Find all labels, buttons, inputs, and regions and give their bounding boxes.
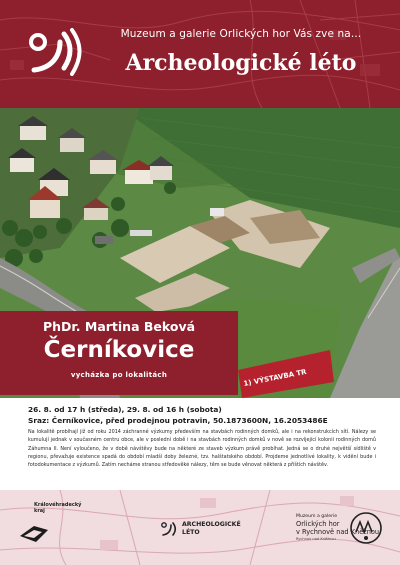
kralovehradecky-kraj-logo [20,502,80,552]
header-banner [0,0,400,108]
muzeum-emblem-icon [348,510,384,546]
muzeum-line2: Orlických hor [296,520,340,528]
muzeum-line4: Rychnov nad Kněžnou [296,537,336,541]
partners-footer [0,490,400,565]
location-title: Černíkovice [43,337,195,363]
event-title: Archeologické léto [125,50,357,76]
kraj-emblem-icon [20,524,50,544]
kraj-line2: kraj [34,508,45,514]
construction-sign-text: 1) VÝSTAVBA TR [242,367,308,388]
kraj-line1: Královéhradecký [34,502,82,508]
event-description: Na lokalitě probíhají již od roku 2014 záchranné výzkumy především na stavbách rodinných domků, ale i na rekonstrukcích sítí. Nálezy se kumulují jednak v současném centru obce, ale v poslední době i na stavbách rodinných domků v nově se rozvíjející kolonii rodinných domů Záhumna II. Není vyloučeno, že v době návštěvy bude na některé ze staveb výzkum právě probíhat. Jedná se o druhé největší sídliště v regionu, převažuje existence spadá do období mladší doby železné, tzv. halštatského období. Projdeme jednotlivé lokality, k vidění bude i fotodokumentace z výzkumů. Zatím necháme stranou středověké nálezy, těm se bude věnovat některá z příštích návštěv. [28,429,376,469]
meeting-point: Sraz: Černíkovice, před prodejnou potravin, 50.1873600N, 16.2053486E [28,416,328,425]
kraj-label [34,502,81,514]
archeologicke-leto-small-icon [160,520,178,538]
speaker-name: PhDr. Martina Beková [42,319,196,334]
arch-line2: LÉTO [182,529,200,536]
archeologicke-leto-logo-icon [24,24,82,82]
event-info [0,398,400,490]
archeologicke-leto-footer-logo [160,518,250,542]
invitation-subtitle: Muzeum a galerie Orlických hor Vás zve na… [120,28,362,40]
event-dates: 26. 8. od 17 h (středa), 29. 8. od 16 h (sobota) [28,405,222,414]
lecture-banner [0,311,238,395]
muzeum-line3: v Rychnově nad Kněžnou [296,528,380,536]
event-kind: vycházka po lokalitách [70,371,168,379]
muzeum-line1: Muzeum a galerie [296,514,338,519]
muzeum-logo [296,510,386,550]
arch-line1: ARCHEOLOGICKÉ [182,521,241,528]
